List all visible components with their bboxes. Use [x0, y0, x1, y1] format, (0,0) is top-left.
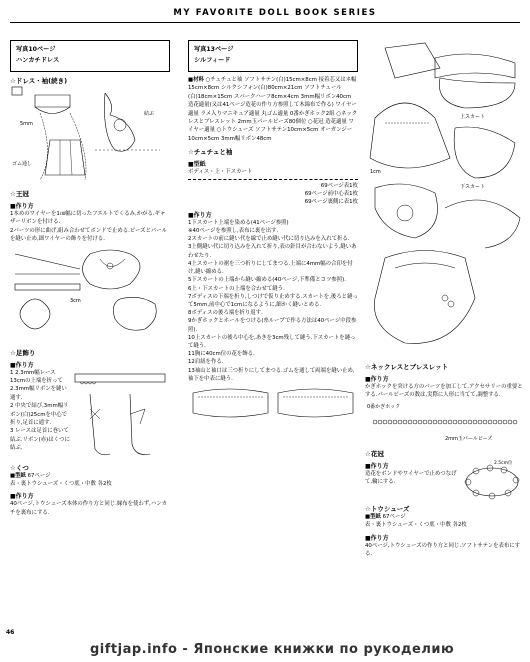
pattern-parts: ボディス・上・下スカート	[188, 169, 253, 176]
photo-ref-box-middle	[188, 40, 358, 72]
step-5: 5下スカートの上端から縫い縮める(40ページ,下準備とコツ参照).	[188, 277, 346, 284]
label-length: 2.5cm位	[494, 460, 513, 466]
footer	[0, 638, 530, 662]
crown-step-1: 1本めのワイヤーを1㎝幅に切ったフエルトでくるみ,かがる.ギャザーリボンを付ける.	[10, 211, 166, 226]
crown-figure	[10, 244, 170, 344]
materials-text: ○チュチュと袖 ソフトサテン(白)15cm×8cm 接着芯又はネ幅15cm×8cm シルクシフォン(白)80cm×21cm ソフトチュール(白)18cm×15cm スパークハーフ8cm×4cm 3mm幅リボン40cm 造花適量(又は41ページ造花の作り方参照して木綿布で作る) ワイヤー適量 ラメ入りマニキュア適量 丸ゴム適量 0番かぎホック2組 ○ネックレスとブレスレット 2mm玉パールビーズ80個位 ○花冠 造花適量 ワイヤー適量 ○トウシューズ ソフトサテン10cm×5cm オーガンジー10cm×5cm 3mm幅リボン48cm	[188, 77, 358, 142]
necklace-text: かぎホックを突ける方のパーツを加工して,アクセサリーの重要とする.パールビーズの数は,実際に人形に当てて,調整する.	[365, 384, 523, 399]
label-hook: 0番かぎホック	[367, 403, 401, 410]
label-upper-skirt: 上スカート	[460, 114, 486, 120]
step-2: 2スカートの前に縫い代を線で止め縫い代に切り込みを入れて折る.	[188, 236, 350, 243]
photo-ref-page: 写真13ページ	[194, 46, 234, 53]
right-column	[365, 28, 525, 558]
section-crown-heading: ☆王冠	[10, 190, 29, 198]
toe-pattern	[365, 513, 525, 521]
photo-ref-box-left	[10, 40, 170, 72]
foot-step-2: 2 中央で結び,3mm幅リボン(白)25cmを中心で折り,足首に通す.	[10, 403, 69, 427]
shoes-pattern-page: 67ページ	[27, 472, 51, 479]
toe-pattern-label: ■型紙	[365, 513, 381, 520]
shoes-pattern-label: ■型紙	[10, 472, 26, 479]
necklace-steps-heading: ■作り方	[365, 376, 389, 383]
step-9: 9かぎホックとホールをつける(糸ループで作る方法は40ページ中段参照).	[188, 318, 357, 333]
step-12: 12肩紐を作る.	[188, 359, 224, 366]
foot-steps-text	[10, 369, 70, 459]
section-foot-heading: ☆足飾り	[10, 348, 36, 357]
foot-step-3: 3 レースは足首に巻いて結ぶ.リボン(赤)はくつに結ぶ.	[10, 428, 70, 452]
dress-diagram	[10, 85, 170, 185]
label-lower-skirt: 下スカート	[460, 184, 486, 190]
header-rule	[10, 22, 520, 23]
shoes-steps-text: 40ページ,トウシューズ本体の作り方と同じ.縁布を使わず,ハンカチを裏布にする.	[10, 501, 168, 516]
foot-steps-heading: ■作り方	[10, 361, 34, 369]
sleeve-diagram	[188, 383, 358, 423]
svg-text:1cm: 1cm	[370, 169, 381, 175]
step-1: 1下スカート上端を染める(41ページ参照)	[188, 219, 289, 226]
necklace-diagram	[365, 400, 525, 445]
flower-crown-diagram	[460, 458, 525, 500]
shoes-steps-heading: ■作り方	[10, 493, 34, 501]
photo-ref-title: シルフィード	[194, 57, 231, 64]
step-8: 8ボディスの後ろ端を折り返す.	[188, 310, 263, 317]
step-7: 7ボディスの下端を折り,しつけで仮り止めする.スカートを,後ろと縫って5mm,前中心で1cmになるように,細かく縫いとめる.	[188, 293, 358, 308]
label-bead: 2mm玉パールビーズ	[445, 435, 493, 442]
toe-steps-text: 40ページ,トウシューズの作り方と同じ.ソフトサテンを表布にする.	[365, 542, 521, 558]
left-column	[10, 40, 170, 517]
photo-ref-title: ハンカチドレス	[16, 57, 60, 64]
materials-heading: ■材料	[188, 77, 204, 83]
section-toe-heading: ☆トウシューズ	[365, 504, 410, 513]
svg-text:5mm: 5mm	[20, 121, 33, 127]
steps-heading: ■作り方	[188, 211, 212, 219]
step-11: 11胸に40cm位の花を飾る.	[188, 351, 255, 358]
pattern-ref-2: 69ページ前中心表1枚	[304, 191, 358, 198]
foot-diagram	[70, 369, 170, 459]
section-flower-heading: ☆花冠	[365, 449, 384, 458]
photo-ref-page: 写真10ページ	[16, 46, 56, 53]
step-13: 13袖山と袖口は三つ折りにしてまつる.ゴムを通して両端を縫い止め,袖下を中表に縫う.	[188, 367, 355, 382]
pattern-heading: ■型紙	[188, 161, 206, 169]
crown-step-2: 2パーツの形に曲げ,組み合わせてボンドで止める.ビーズとパールを縫い止め,細ワイヤーの飾りを付ける.	[10, 227, 167, 243]
flower-block	[365, 458, 525, 500]
middle-column	[188, 40, 358, 423]
step-4: 4上スカートの裾を三つ折りにしてまつる.上端に4mm幅の合印を付け,縫い縮める.	[188, 260, 353, 276]
flower-text: 造花をボンドやワイヤーで止めつなげて,輪にする.	[365, 470, 457, 486]
foot-step-1: 1 2.3mm幅レース13cmの上端を折って2.3mm幅リボンを縫い通す.	[10, 369, 67, 401]
step-note: ※40ページを参照し,表布に裏を出す.	[188, 228, 279, 235]
step-3: 3上側縫い代に切り込みを入れて折り,表の針目が合わないよう,縫いあわせたり.	[188, 244, 357, 259]
pattern-ref-1: 69ページ表1枚	[320, 182, 358, 189]
step-10: 10上スカートの後ろ中心を,あきを3cm残して縫う.下スカートを縫って縫う.	[188, 334, 356, 349]
shoes-pattern-detail: 表・裏トウシューズ・くつ底・中敷 各2枚	[10, 481, 112, 488]
flower-steps-heading: ■作り方	[365, 462, 389, 470]
tutu-diagram	[365, 28, 525, 358]
dress-figure	[10, 85, 170, 185]
footer-watermark: giftjap.info - Японские книжки по рукоделию	[90, 642, 455, 657]
section-necklace-heading: ☆ネックレスとブレスレット	[365, 363, 449, 371]
pattern-rule	[188, 179, 358, 180]
svg-text:結ぶ: 結ぶ	[144, 111, 155, 117]
shoes-pattern	[10, 472, 170, 480]
toe-pattern-page: 67ページ	[382, 513, 406, 520]
flower-text-block	[365, 458, 460, 500]
tutu-heading: ☆チュチュと袖	[188, 148, 233, 157]
section-dress-heading: ☆ドレス・袖(続き)	[10, 77, 68, 85]
crown-diagram	[10, 244, 170, 344]
materials-block	[188, 76, 358, 143]
step-6: 6上・下スカートの上端を合わせて縫う.	[188, 285, 285, 292]
svg-text:3cm: 3cm	[70, 297, 81, 304]
crown-steps-heading: ■作り方	[10, 203, 34, 210]
series-title: MY FAVORITE DOLL BOOK SERIES	[173, 8, 377, 18]
section-shoes-heading: ☆くつ	[10, 463, 29, 472]
pattern-ref-3: 69ページ裏側に表1枚	[304, 199, 358, 206]
dress-figure-label: ゴム通し	[12, 161, 33, 167]
page-number: 46	[6, 629, 15, 636]
toe-pattern-detail: 表・裏トウシューズ・くつ底・中敷 各2枚	[365, 522, 467, 529]
toe-steps-heading: ■作り方	[365, 534, 389, 542]
foot-block	[10, 369, 170, 459]
